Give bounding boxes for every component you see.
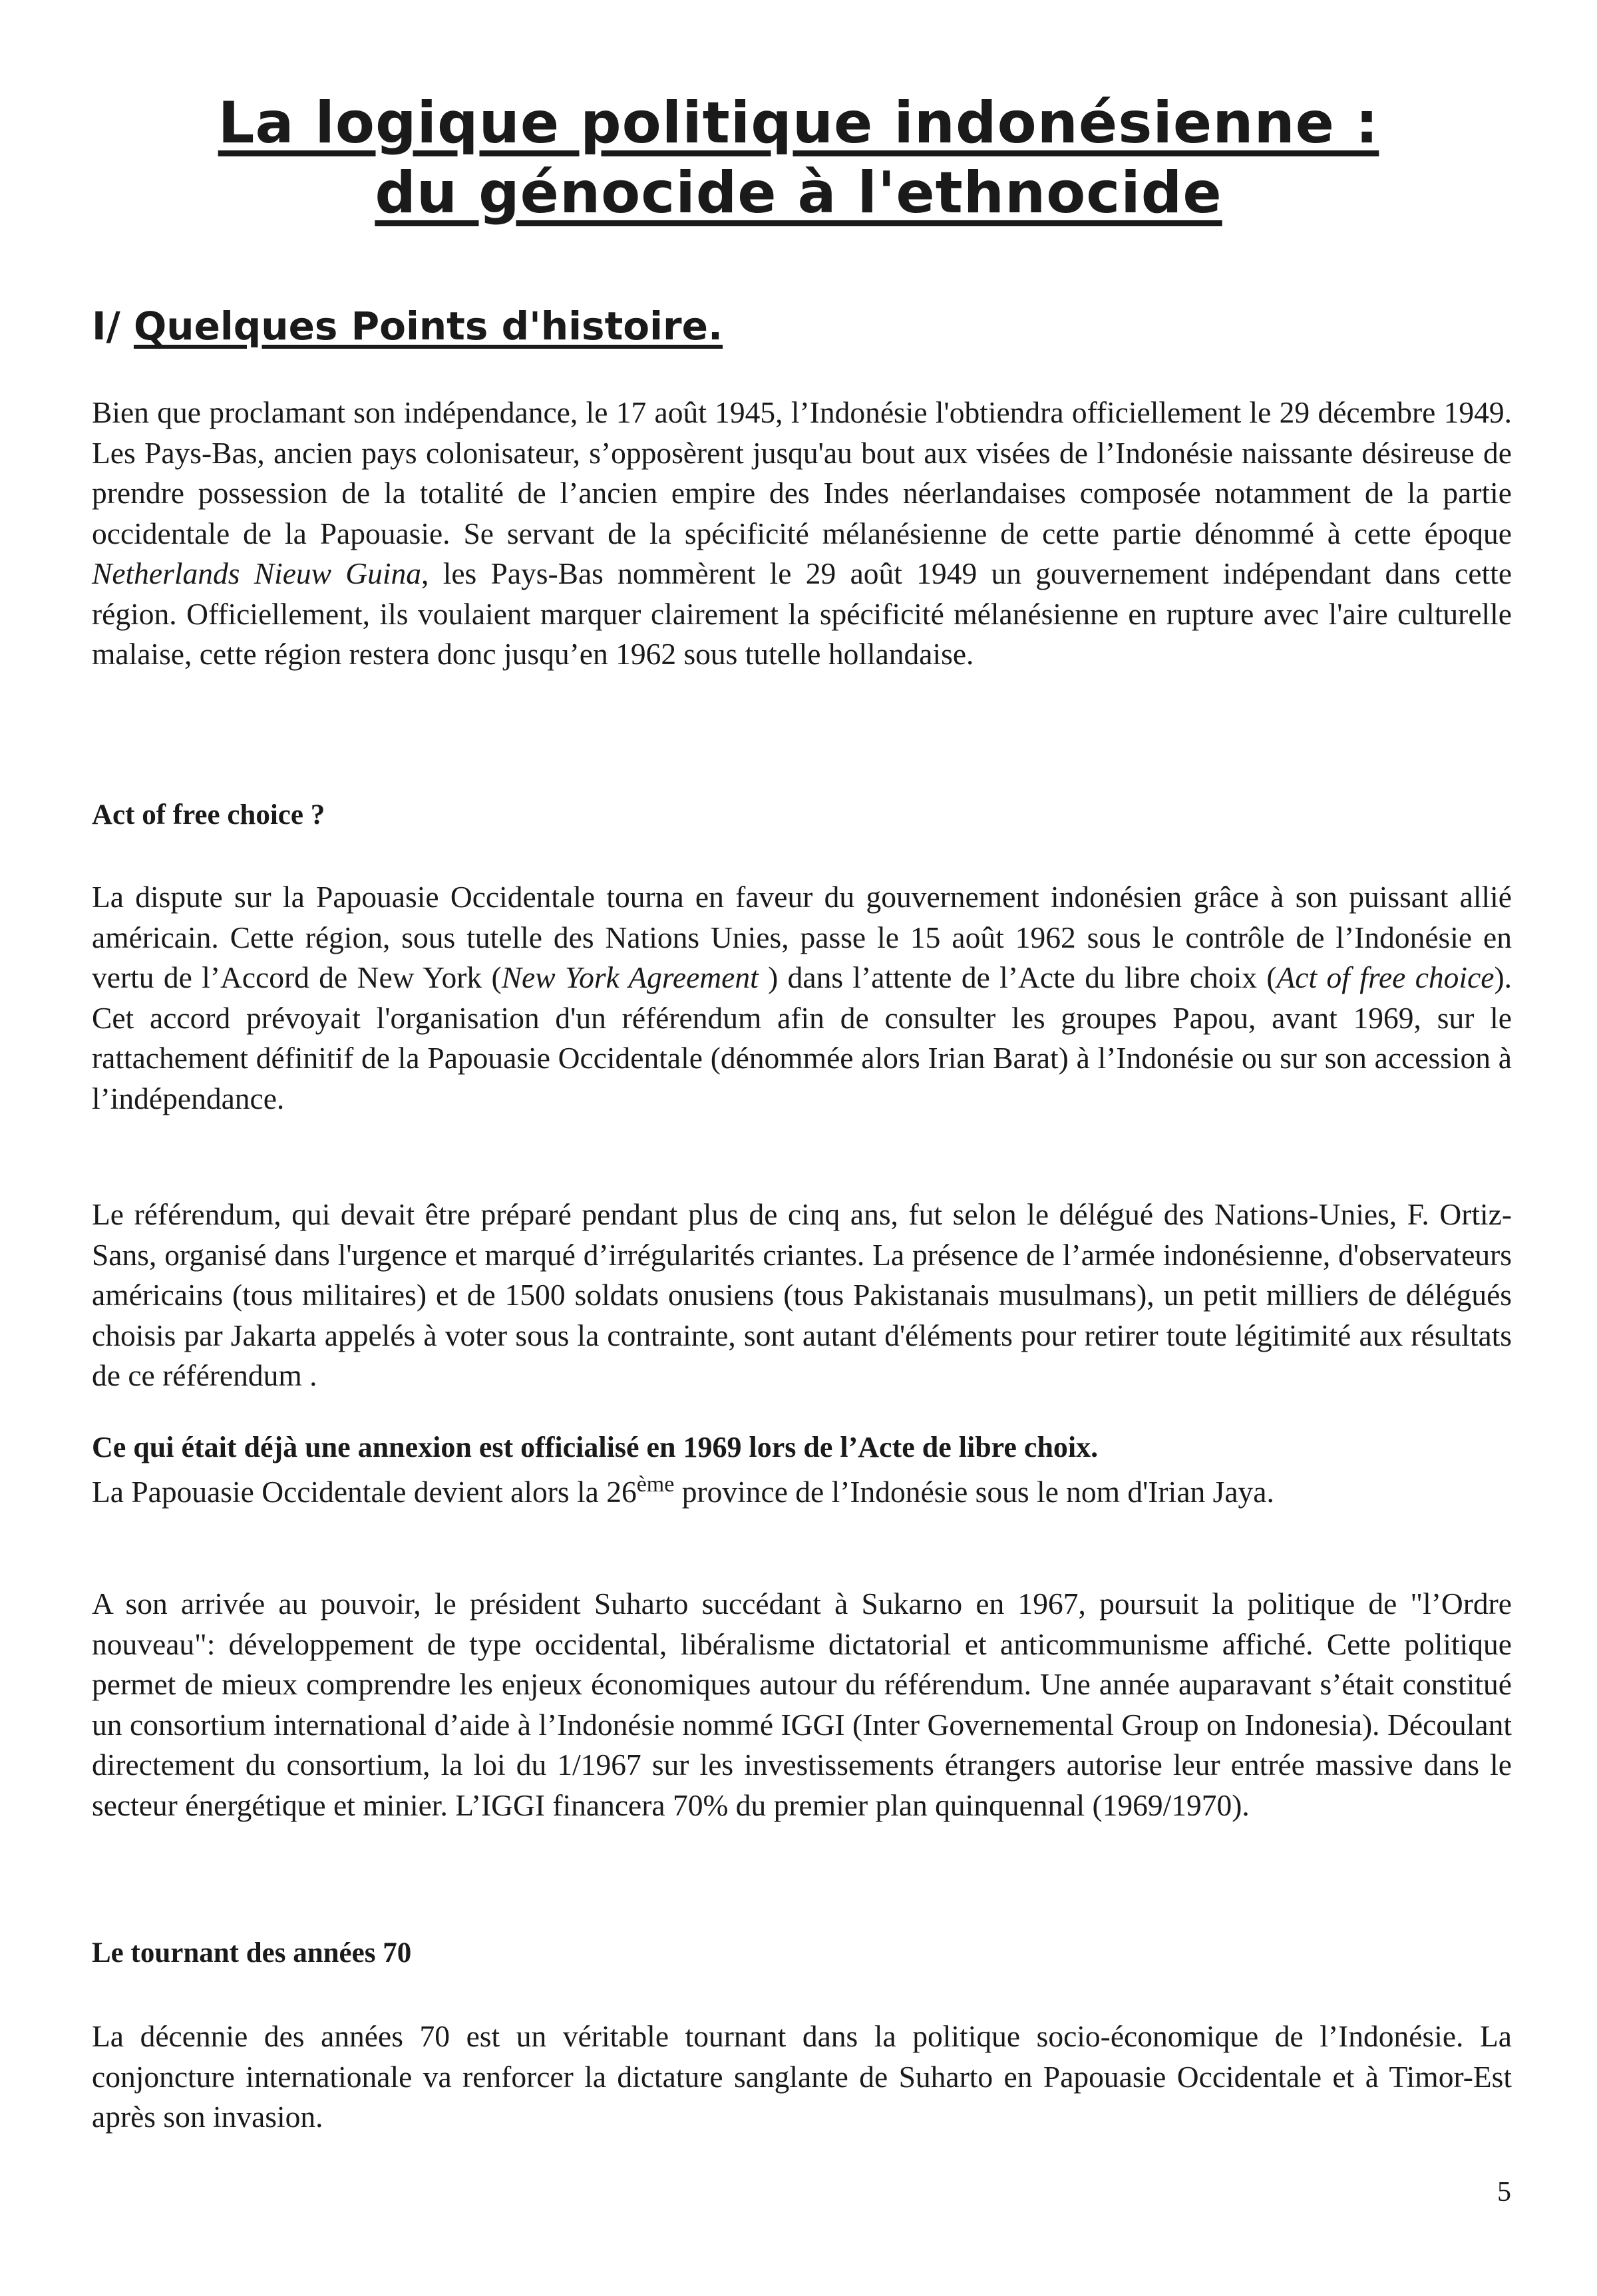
section-heading-text: Quelques Points d'histoire. [133,303,723,349]
paragraph-text: Bien que proclamant son indépendance, le 17 août 1945, l’Indonésie l'obtiendra officiellement le 29 décembre 1949. Les Pays-Bas, ancien pays colonisateur, s’opposèrent jusqu'au bout aux visées de l’Indonésie naissante désireuse de prendre possession de la totalité de l’ancien empire des Indes néerlandaises composée notamment de la partie occidentale de la Papouasie. Se servant de la spécificité mélanésienne de cette partie dénommé à cette époque [92,395,1512,550]
paragraph-suharto: A son arrivée au pouvoir, le président Suharto succédant à Sukarno en 1967, poursuit la politique de "l’Ordre nouveau": développement de type occidental, libéralisme dictatorial et anticommunisme affiché. Cette politique permet de mieux comprendre les enjeux économiques autour du référendum. Une année auparavant s’était constitué un consortium international d’aide à l’Indonésie nommé IGGI (Inter Governemental Group on Indonesia). Découlant directement du consortium, la loi du 1/1967 sur les investissements étrangers autorise leur entrée massive dans le secteur énergétique et minier. L’IGGI financera 70% du premier plan quinquennal (1969/1970). [92,1587,1512,1822]
subheading-tournant: Le tournant des années 70 [92,1937,412,1969]
section-number: I/ [92,303,120,349]
paragraph-text: ) dans l’attente de l’Acte du libre choix ( [758,960,1277,994]
paragraph-independence [92,393,1512,675]
paragraph-text: , les Pays-Bas nommèrent le 29 août 1949 un gouvernement indépendant dans cette région. Officiellement, ils voulaient marquer clairement la spécificité mélanésienne en rupture avec l'aire culturelle malaise, cette région restera donc jusqu’en 1962 sous tutelle hollandaise. [92,556,1512,671]
bold-statement: Ce qui était déjà une annexion est officialisé en 1969 lors de l’Acte de libre choix. [92,1431,1099,1463]
superscript: ème [636,1471,675,1497]
paragraph-province [92,1472,1512,1513]
subheading-act-of-free-choice: Act of free choice ? [92,799,325,831]
italic-term: Act of free choice [1276,960,1495,994]
paragraph-decennie: La décennie des années 70 est un véritable tournant dans la politique socio-économique de l’Indonésie. La conjoncture internationale va renforcer la dictature sanglante de Suharto en Papouasie Occidentale et à Timor-Est après son invasion. [92,2019,1512,2134]
italic-term: Netherlands Nieuw Guina [92,556,422,590]
paragraph-text: La Papouasie Occidentale devient alors la 26 [92,1475,637,1509]
page-title-line-1: La logique politique indonésienne : [218,90,1379,156]
paragraph-referendum: Le référendum, qui devait être préparé pendant plus de cinq ans, fut selon le délégué des Nations-Unies, F. Ortiz-Sans, organisé dans l'urgence et marqué d’irrégularités criantes. La présence de l’armée indonésienne, d'observateurs américains (tous militaires) et de 1500 soldats onusiens (tous Pakistanais musulmans), un petit milliers de délégués choisis par Jakarta appelés à voter sous la contrainte, sont autant d'éléments pour retirer toute légitimité aux résultats de ce référendum . [92,1197,1512,1392]
paragraph-text: province de l’Indonésie sous le nom d'Irian Jaya. [674,1475,1274,1509]
page-number: 5 [1497,2177,1511,2207]
paragraph-text: ). Cet accord prévoyait l'organisation d'un référendum afin de consulter les groupes Papou, avant 1969, sur le rattachement définitif de la Papouasie Occidentale (dénommée alors Irian Barat) à l’Indonésie ou sur son accession à l’indépendance. [92,960,1512,1115]
section-heading [92,303,723,349]
page-title-line-2: du génocide à l'ethnocide [375,160,1222,226]
paragraph-new-york-agreement [92,877,1512,1119]
italic-term: New York Agreement [501,960,759,994]
paragraph-text: La dispute sur la Papouasie Occidentale tourna en faveur du gouvernement indonésien grâce à son puissant allié américain. Cette région, sous tutelle des Nations Unies, passe le 15 août 1962 sous le contrôle de l’Indonésie en vertu de l’Accord de New York ( [92,880,1512,994]
